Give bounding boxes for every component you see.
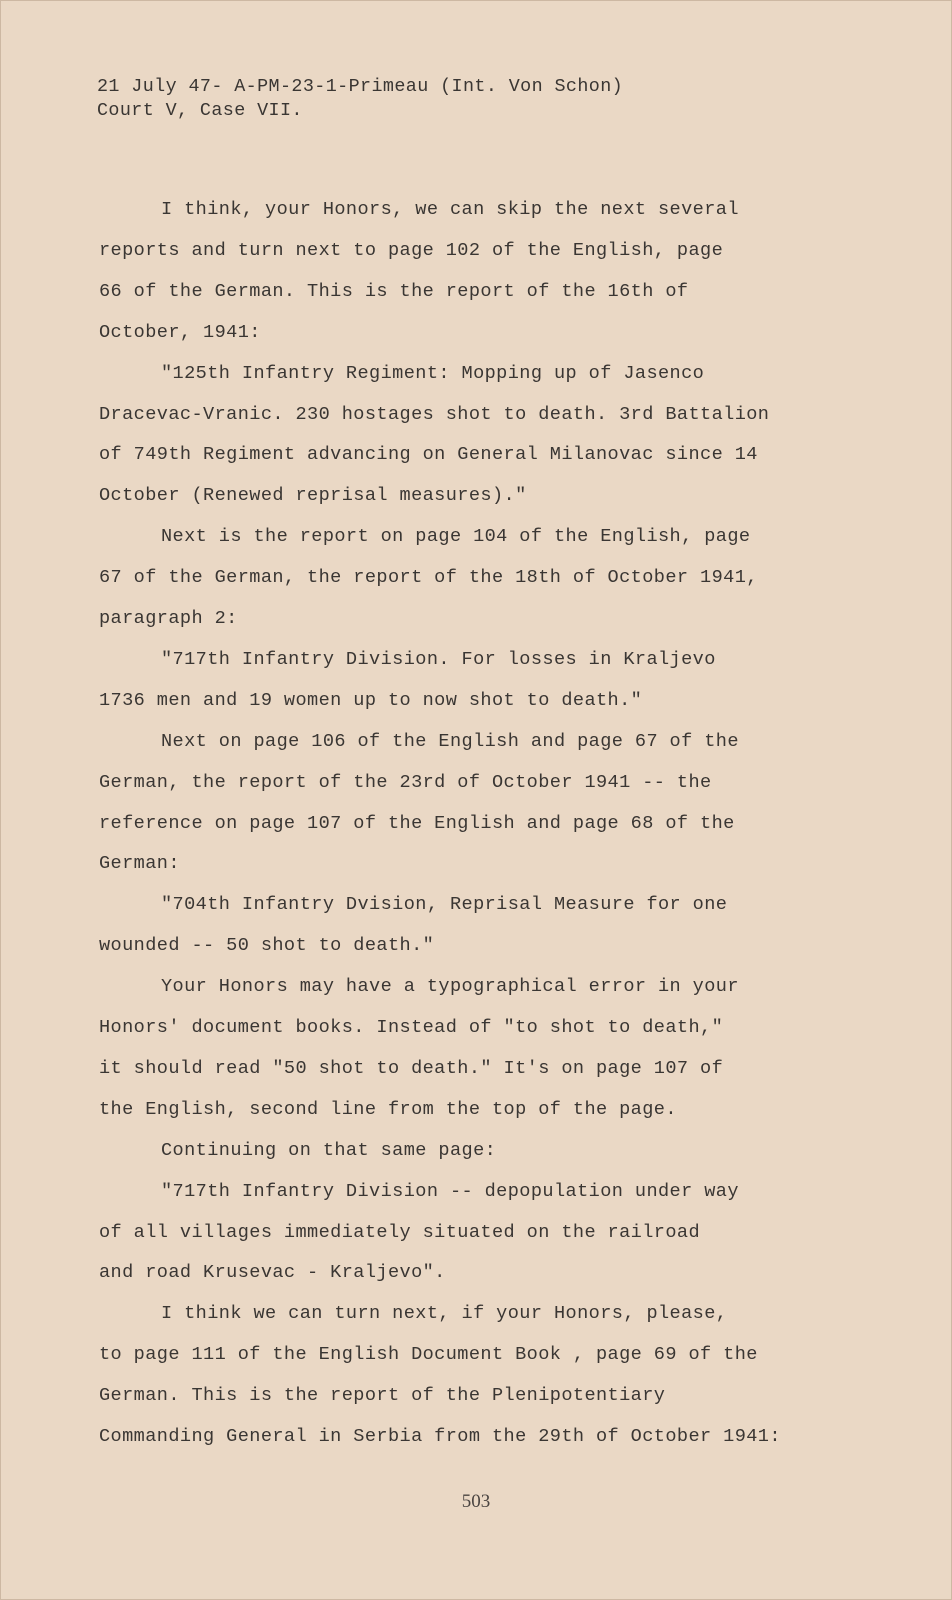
body-line: I think, your Honors, we can skip the next several (161, 199, 739, 220)
body-line: reports and turn next to page 102 of the English, page (99, 239, 724, 261)
body-line: of all villages immediately situated on the railroad (99, 1221, 701, 1243)
body-line: Honors' document books. Instead of "to shot to death," (99, 1017, 724, 1038)
body-line: Next on page 106 of the English and page 67 of the (161, 730, 739, 752)
body-line: "717th Infantry Division. For losses in Kraljevo (161, 648, 716, 670)
body-line: and road Krusevac - Kraljevo". (99, 1262, 446, 1284)
body-line: 66 of the German. This is the report of the 16th of (99, 280, 689, 302)
body-line: Next is the report on page 104 of the English, page (161, 526, 751, 548)
body-line: reference on page 107 of the English and page 68 of the (99, 812, 735, 834)
body-line: 67 of the German, the report of the 18th of October 1941, (99, 567, 758, 589)
document-header (97, 75, 623, 123)
body-line: Dracevac-Vranic. 230 hostages shot to death. 3rd Battalion (99, 403, 770, 425)
header-line-1: 21 July 47- A-PM-23-1-Primeau (Int. Von Schon) (97, 76, 624, 97)
body-line: German: (99, 853, 180, 875)
body-line: October (Renewed reprisal measures)." (99, 485, 527, 507)
body-line: German. This is the report of the Plenipotentiary (99, 1385, 666, 1407)
body-line: "125th Infantry Regiment: Mopping up of Jasenco (161, 362, 705, 384)
body-line: "717th Infantry Division -- depopulation under way (161, 1180, 739, 1202)
body-line: October, 1941: (99, 321, 261, 343)
body-line: it should read "50 shot to death." It's on page 107 of (99, 1057, 724, 1079)
body-line: the English, second line from the top of the page. (99, 1098, 677, 1120)
body-line: I think we can turn next, if your Honors, please, (161, 1303, 728, 1325)
body-line: to page 111 of the English Document Book , page 69 of the (99, 1344, 758, 1366)
body-line: paragraph 2: (99, 608, 238, 629)
header-line-2: Court V, Case VII. (97, 100, 303, 121)
body-line: wounded -- 50 shot to death." (99, 935, 435, 957)
body-line: "704th Infantry Dvision, Reprisal Measure for one (161, 894, 728, 916)
body-line: 1736 men and 19 women up to now shot to death." (99, 689, 643, 711)
page-number: 503 (461, 1491, 491, 1512)
body-line: of 749th Regiment advancing on General Milanovac since 14 (99, 444, 758, 466)
body-line: Continuing on that same page: (161, 1139, 497, 1161)
body-line: German, the report of the 23rd of October 1941 -- the (99, 771, 712, 793)
body-line: Commanding General in Serbia from the 29th of October 1941: (99, 1426, 781, 1447)
body-line: Your Honors may have a typographical error in your (161, 976, 739, 998)
